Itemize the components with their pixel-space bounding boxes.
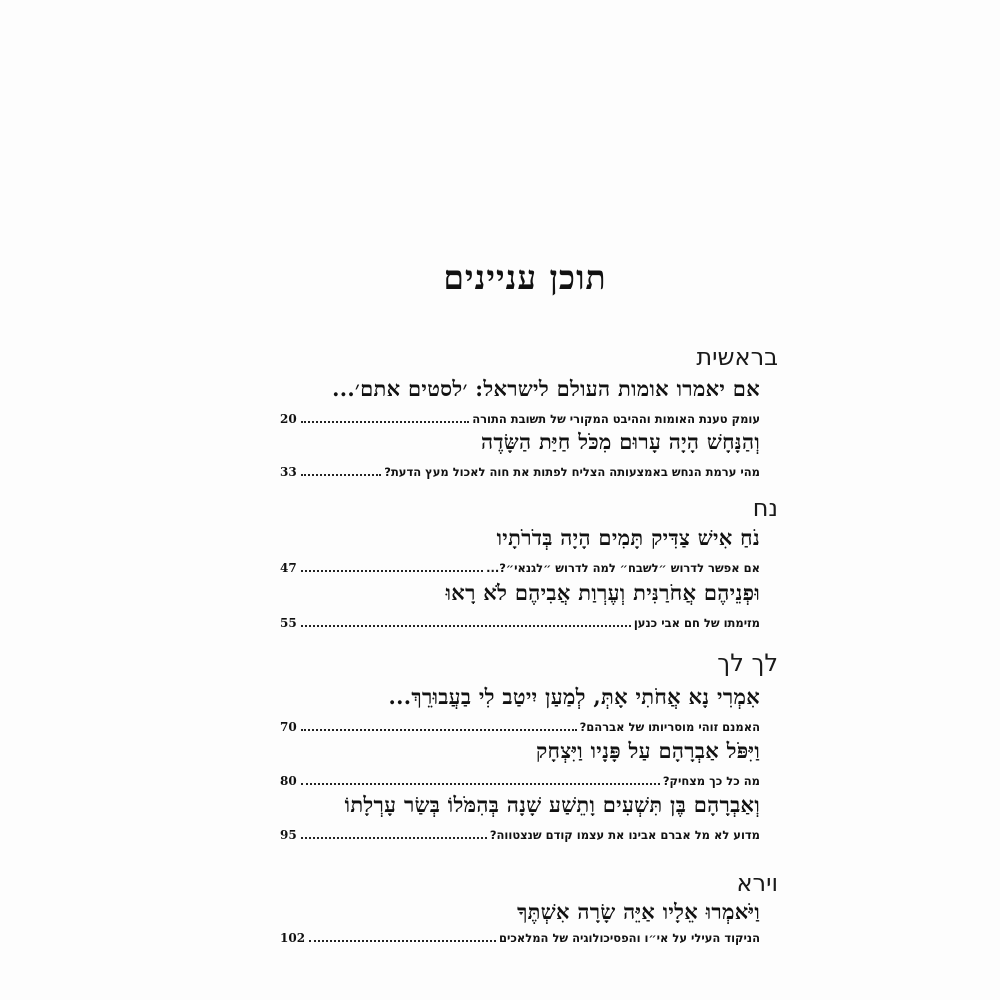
dot-leader	[301, 474, 382, 476]
section-heading: בראשית	[696, 343, 778, 371]
page-number: 95	[280, 828, 297, 842]
entry-subtitle: עומק טענת האומות וההיבט המקורי של תשובת התורה	[472, 412, 760, 426]
entry-title: וַיֹּאמְרוּ אֵלָיו אַיֵּה שָׂרָה אִשְׁתֶּךָ	[517, 899, 760, 924]
dot-leader	[301, 729, 577, 731]
page-number: 33	[280, 465, 297, 479]
entry-line	[280, 610, 760, 630]
entry-title: וְהַנָּחָשׁ הָיָה עָרוּם מִכֹּל חַיַּת הַשָּׂדֶה	[481, 429, 760, 454]
page-number: 70	[280, 720, 297, 734]
page-number: 80	[280, 774, 297, 788]
entry-subtitle: מה כל כך מצחיק?	[662, 774, 760, 788]
dot-leader	[301, 570, 483, 572]
entry-line	[280, 822, 760, 842]
toc-entry[interactable]	[280, 899, 760, 959]
page-number: 102	[280, 931, 306, 945]
toc-entry[interactable]	[280, 580, 760, 640]
toc-entry[interactable]	[280, 525, 760, 585]
dot-leader	[301, 421, 469, 423]
dot-leader	[309, 940, 496, 942]
section-heading: וירא	[736, 869, 778, 897]
page-title: תוכן עניינים	[443, 258, 607, 297]
entry-line	[280, 768, 760, 788]
page-number: 20	[280, 412, 297, 426]
section-heading: נח	[752, 494, 778, 522]
entry-title: וּפְנֵיהֶם אֲחֹרַנִּית וְעֶרְוַת אֲבִיהֶם לֹא רָאוּ	[445, 580, 760, 605]
entry-subtitle: אם אפשר לדרוש ״לשבח״ למה לדרוש ״לגנאי״?...	[486, 561, 760, 575]
entry-title: וַיִּפֹּל אַבְרָהָם עַל פָּנָיו וַיִּצְחָק	[535, 738, 760, 763]
dot-leader	[301, 837, 487, 839]
toc-entry[interactable]	[280, 684, 760, 744]
dot-leader	[301, 625, 631, 627]
entry-line	[280, 459, 760, 479]
entry-subtitle: מדוע לא מל אברם אבינו את עצמו קודם שנצטווה?	[489, 828, 760, 842]
toc-entry[interactable]	[280, 429, 760, 489]
entry-subtitle: מזימתו של חם אבי כנען	[633, 616, 760, 630]
toc-entry[interactable]	[280, 792, 760, 852]
toc-entry[interactable]	[280, 376, 760, 436]
section-heading: לך לך	[717, 649, 778, 677]
toc-entry[interactable]	[280, 738, 760, 798]
entry-title: נֹחַ אִישׁ צַדִּיק תָּמִים הָיָה בְּדֹרֹתָיו	[496, 525, 760, 550]
page-number: 55	[280, 616, 297, 630]
entry-subtitle: מהי ערמת הנחש באמצעותה הצליח לפתות את חוה לאכול מעץ הדעת?	[384, 465, 760, 479]
dot-leader	[301, 783, 660, 785]
page-number: 47	[280, 561, 297, 575]
entry-line	[280, 714, 760, 734]
entry-line	[280, 555, 760, 575]
entry-title: וְאַבְרָהָם בֶּן תִּשְׁעִים וָתֵשַׁע שָׁנָה בְּהִמֹּלוֹ בְּשַׂר עָרְלָתוֹ	[344, 792, 760, 817]
entry-subtitle: האמנם זוהי מוסריותו של אברהם?	[579, 720, 760, 734]
entry-line	[280, 406, 760, 426]
entry-title: אִמְרִי נָא אֲחֹתִי אָתְּ, לְמַעַן יִיטַב לִי בַעֲבוּרֵךְ...	[388, 684, 760, 709]
entry-line	[280, 925, 760, 945]
entry-subtitle: הניקוד העילי על אי״ו והפסיכולוגיה של המלאכים	[498, 931, 760, 945]
entry-title: אם יאמרו אומות העולם לישראל: ׳לסטים אתם׳...	[332, 376, 760, 401]
